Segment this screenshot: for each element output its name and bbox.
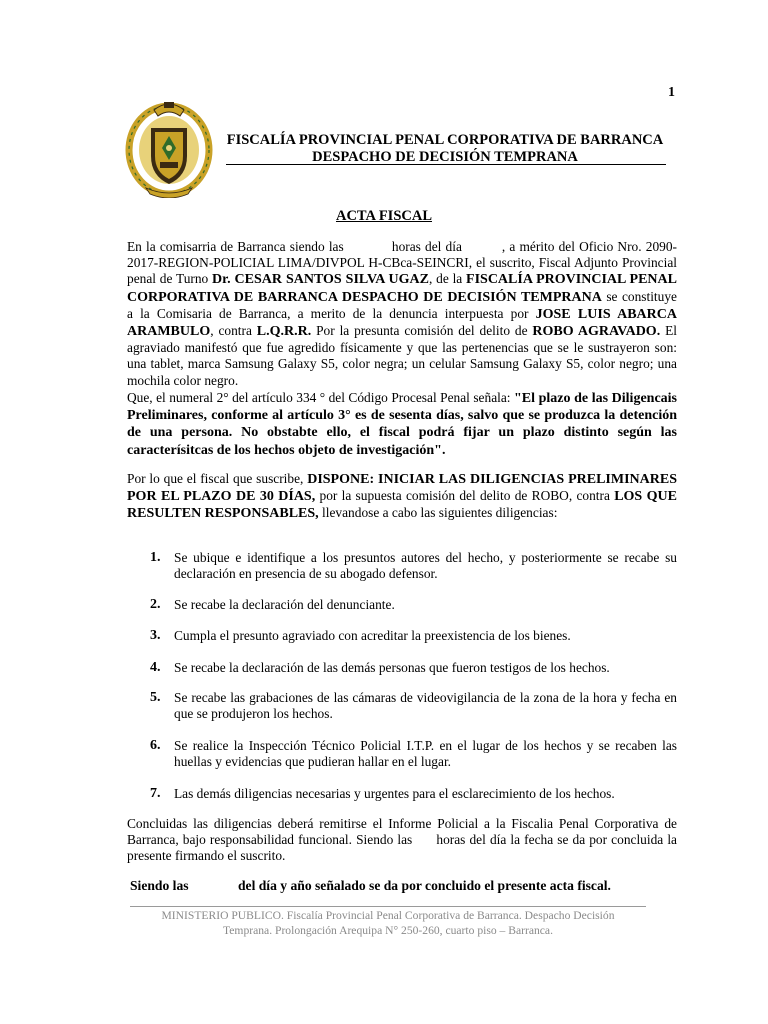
list-item (150, 786, 677, 802)
header-line-1: FISCALÍA PROVINCIAL PENAL CORPORATIVA DE BARRANCA (226, 132, 664, 148)
closing-text: del día y año señalado se da por concluido el presente acta fiscal. (237, 878, 611, 893)
fiscalia-name: FISCALÍA PROVINCIAL PENAL CORPORATIVA DE BARRANCA DESPACHO DE DECISIÓN TEMPRANA (127, 272, 677, 305)
list-item-number: 6. (150, 738, 161, 753)
concluidas-text: horas del día la fecha se da por concluida la presente firmando el suscrito. (127, 832, 678, 864)
dispone-paragraph (127, 471, 677, 523)
dispone-text: por la supuesta comisión del delito de ROBO, contra (319, 488, 610, 504)
list-item-text: Las demás diligencias necesarias y urgentes para el esclarecimiento de los hechos. (174, 786, 615, 801)
list-item-text: Se ubique e identifique a los presuntos autores del hecho, y posteriormente se recabe su declaración en presencia de su abogado defensor. (174, 550, 677, 582)
list-item-text: Se recabe la declaración de las demás personas que fueron testigos de los hechos. (174, 660, 610, 675)
denunciado-label: L.Q.R.R. (256, 324, 312, 340)
intro-text: , contra (210, 323, 252, 339)
list-item-number: 1. (150, 550, 161, 565)
document-title: ACTA FISCAL (335, 208, 432, 224)
dispone-order: DISPONE: INICIAR LAS DILIGENCIAS PRELIMINARES POR EL PLAZO DE 30 DÍAS, (127, 472, 677, 505)
dispone-text: llevandose a cabo las siguientes diligencias: (322, 505, 558, 521)
page-number: 1 (668, 85, 675, 100)
fiscal-name: Dr. CESAR SANTOS SILVA UGAZ (212, 272, 429, 288)
list-item-number: 7. (150, 786, 161, 801)
list-item-text: Se recabe la declaración del denunciante. (174, 597, 395, 612)
list-item (150, 628, 677, 644)
list-item-number: 3. (150, 628, 161, 643)
police-seal-icon (124, 94, 214, 198)
intro-text: horas del día (391, 239, 462, 254)
dispone-target: LOS QUE RESULTEN RESPONSABLES, (127, 489, 677, 522)
header-line-2: DESPACHO DE DECISIÓN TEMPRANA (312, 149, 578, 165)
list-item-number: 2. (150, 597, 161, 612)
list-item-text: Se realice la Inspección Técnico Policial I.T.P. en el lugar de los hechos y se recaben las huellas y evidencias que pudieran hallar en el lugar. (174, 738, 677, 770)
closing-text: Siendo las (130, 878, 189, 893)
concluidas-text: Concluidas las diligencias deberá remitirse el Informe Policial a la Fiscalia Penal Corporativa de Barranca, bajo responsabilidad funcional. Siendo las (127, 816, 677, 848)
legal-quote: "El plazo de las Diligencais Preliminares, conforme al artículo 3° es de sesenta días, salvo que se produzca la detención de una persona. No obstabte ello, el fiscal podrá fijar un plazo distinto según las caracterísitcas de los hechos objeto de investigación". (127, 391, 677, 458)
intro-text: Por la presunta comisión del delito de (316, 323, 528, 339)
list-item-text: Cumpla el presunto agraviado con acreditar la preexistencia de los bienes. (174, 628, 571, 643)
denunciante-name: JOSE LUIS ABARCA ARAMBULO (127, 306, 677, 340)
concluidas-paragraph (127, 816, 677, 865)
header-divider (226, 164, 666, 165)
intro-text: En la comisarria de Barranca siendo las (127, 239, 344, 254)
closing-line (130, 878, 611, 894)
list-item (150, 550, 677, 582)
legal-paragraph (127, 390, 677, 459)
intro-text: , a mérito del Oficio Nro. 2090-2017-REGION-POLICIAL LIMA/DIVPOL H-CBca-SEINCRI, el suscrito, Fiscal Adjunto Provincial penal de Turno (127, 239, 677, 287)
footer-line-2: Temprana. Prolongación Arequipa N° 250-260, cuarto piso – Barranca. (223, 924, 553, 937)
footer-divider (130, 906, 646, 907)
list-item-number: 5. (150, 690, 161, 705)
list-item-text: Se recabe las grabaciones de las cámaras de videovigilancia de la zona de la hora y fecha en que se produjeron los hechos. (174, 690, 677, 722)
dispone-text: Por lo que el fiscal que suscribe, (127, 471, 304, 486)
page-footer (120, 908, 656, 938)
legal-text: Que, el numeral 2° del artículo 334 ° del Código Procesal Penal señala: (127, 390, 511, 405)
footer-line-1: MINISTERIO PUBLICO. Fiscalía Provincial Penal Corporativa de Barranca. Despacho Decisión (161, 909, 615, 922)
institution-header (225, 132, 665, 166)
intro-paragraph (127, 239, 677, 389)
intro-text: El agraviado manifestó que fue agredido físicamente y que las pertenencias que se le sustrayeron son: una tablet, marca Samsung Galaxy S5, color negra; un celular Samsung Galaxy S5, color negro; una mochila color negro. (127, 323, 677, 388)
intro-text: se constituye a la Comisaria de Barranca, a merito de la denuncia interpuesta por (127, 288, 677, 321)
list-item (150, 738, 677, 770)
intro-text: , de la (428, 271, 463, 287)
list-item (150, 690, 677, 722)
list-item (150, 660, 677, 676)
list-item-number: 4. (150, 660, 161, 675)
list-item (150, 597, 677, 613)
delito-label: ROBO AGRAVADO. (532, 324, 661, 340)
